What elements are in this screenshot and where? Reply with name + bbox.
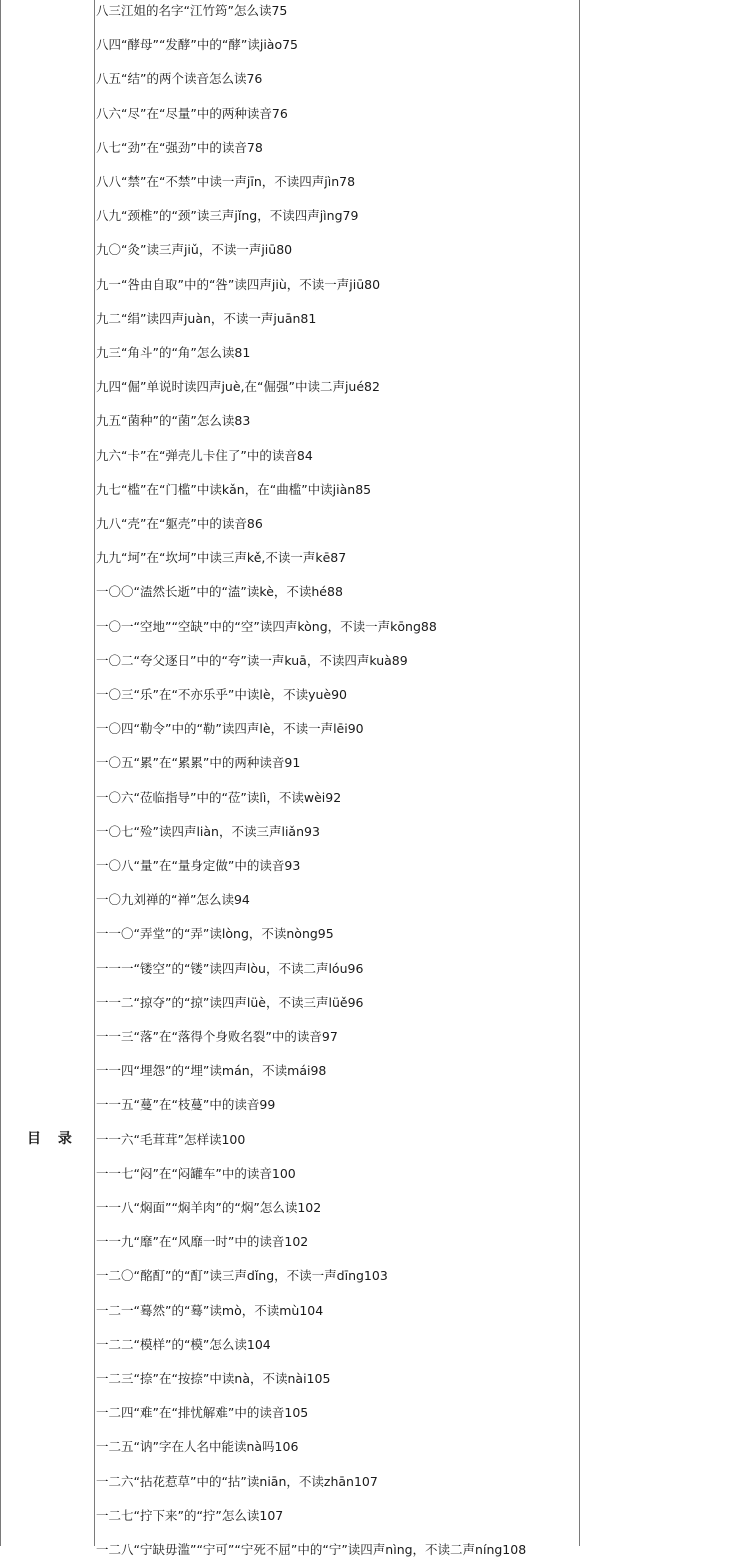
toc-entry[interactable]: 九六“卡”在“弹壳儿卡住了”中的读音84 xyxy=(96,447,313,463)
toc-entry[interactable]: 九五“菌种”的“菌”怎么读83 xyxy=(96,413,251,429)
toc-entry[interactable]: 一〇三“乐”在“不亦乐乎”中读lè，不读yuè90 xyxy=(96,687,347,702)
toc-entry[interactable]: 一一一“镂空”的“镂”读四声lòu，不读二声lóu96 xyxy=(96,960,364,976)
toc-entry[interactable]: 八六“尽”在“尽量”中的两种读音76 xyxy=(96,105,288,121)
toc-entry[interactable]: 一二五“讷”字在人名中能读nà吗106 xyxy=(96,1439,299,1455)
toc-entry[interactable]: 九七“槛”在“门槛”中读kǎn，在“曲槛”中读jiàn85 xyxy=(96,481,372,497)
toc-entry[interactable]: 九八“壳”在“躯壳”中的读音86 xyxy=(96,516,263,531)
toc-entry[interactable]: 九四“倔”单说时读四声juè,在“倔强”中读二声jué82 xyxy=(96,379,380,395)
toc-section-label: 目 录 xyxy=(27,1131,78,1147)
toc-entry[interactable]: 一二八“宁缺毋滥”“宁可”“宁死不屈”中的“宁”读四声nìng，不读二声níng108 xyxy=(96,1542,527,1557)
toc-entry[interactable]: 九〇“灸”读三声jiǔ，不读一声jiū80 xyxy=(96,242,293,258)
toc-entry[interactable]: 八九“颈椎”的“颈”读三声jǐng，不读四声jìng79 xyxy=(96,208,359,224)
toc-entry[interactable]: 一〇八“量”在“量身定做”中的读音93 xyxy=(96,858,301,873)
toc-entry[interactable]: 八五“结”的两个读音怎么读76 xyxy=(96,71,263,87)
toc-entry[interactable]: 八八“禁”在“不禁”中读一声jīn，不读四声jìn78 xyxy=(96,174,356,189)
toc-entry[interactable]: 一〇七“殓”读四声liàn，不读三声liǎn93 xyxy=(96,823,320,839)
toc-entry[interactable]: 一一七“闷”在“闷罐车”中的读音100 xyxy=(96,1165,296,1181)
toc-entry[interactable]: 一一二“掠夺”的“掠”读四声lüè，不读三声lüě96 xyxy=(96,994,364,1010)
toc-entry[interactable]: 一〇四“勒令”中的“勒”读四声lè，不读一声lēi90 xyxy=(96,721,364,737)
toc-entry[interactable]: 一二六“拈花惹草”中的“拈”读niān，不读zhān107 xyxy=(96,1473,378,1489)
toc-entry[interactable]: 一一六“毛茸茸”怎样读100 xyxy=(96,1131,246,1147)
toc-entry[interactable]: 九三“角斗”的“角”怎么读81 xyxy=(96,345,251,360)
toc-entry[interactable]: 一一三“落”在“落得个身败名裂”中的读音97 xyxy=(96,1029,338,1044)
toc-entry[interactable]: 一〇九刘禅的“禅”怎么读94 xyxy=(96,892,250,908)
toc-entry[interactable]: 九一“咎由自取”中的“咎”读四声jiù，不读一声jiū80 xyxy=(96,276,381,292)
toc-entry[interactable]: 一〇一“空地”“空缺”中的“空”读四声kòng，不读一声kōng88 xyxy=(96,618,437,634)
toc-entry[interactable]: 一一五“蔓”在“枝蔓”中的读音99 xyxy=(96,1097,276,1113)
toc-entry[interactable]: 一一〇“弄堂”的“弄”读lòng，不读nòng95 xyxy=(96,926,334,942)
toc-entry[interactable]: 一二〇“酩酊”的“酊”读三声dǐng，不读一声dīng103 xyxy=(96,1268,388,1284)
toc-entry[interactable]: 九二“绢”读四声juàn，不读一声juān81 xyxy=(96,310,317,326)
toc-entry[interactable]: 一二七“拧下来”的“拧”怎么读107 xyxy=(96,1507,284,1523)
toc-entry[interactable]: 一〇〇“溘然长逝”中的“溘”读kè，不读hé88 xyxy=(96,584,343,600)
toc-entry[interactable]: 一〇六“莅临指导”中的“莅”读lì，不读wèi92 xyxy=(96,789,342,805)
toc-entry[interactable]: 一二一“蓦然”的“蓦”读mò，不读mù104 xyxy=(96,1302,324,1318)
toc-entry[interactable]: 一〇二“夸父逐日”中的“夸”读一声kuā，不读四声kuà89 xyxy=(96,652,408,668)
toc-entry[interactable]: 九九“坷”在“坎坷”中读三声kě,不读一声kē87 xyxy=(96,550,347,566)
toc-entry[interactable]: 一一四“埋怨”的“埋”读mán，不读mái98 xyxy=(96,1063,327,1079)
toc-entry[interactable]: 一二三“捺”在“按捺”中读nà，不读nài105 xyxy=(96,1371,331,1386)
toc-entry[interactable]: 一〇五“累”在“累累”中的两种读音91 xyxy=(96,755,301,771)
toc-entry[interactable]: 一一八“焖面”“焖羊肉”的“焖”怎么读102 xyxy=(96,1200,322,1215)
toc-entry[interactable]: 八七“劲”在“强劲”中的读音78 xyxy=(96,139,263,155)
toc-entry[interactable]: 一二二“模样”的“模”怎么读104 xyxy=(96,1336,271,1352)
toc-entry[interactable]: 八四“酵母”“发酵”中的“酵”读jiào75 xyxy=(96,37,299,53)
toc-entry[interactable]: 一二四“难”在“排忧解难”中的读音105 xyxy=(96,1405,309,1421)
toc-label-cell xyxy=(1,0,95,1546)
toc-entry[interactable]: 一一九“靡”在“风靡一时”中的读音102 xyxy=(96,1234,309,1250)
toc-entry[interactable]: 八三江姐的名字“江竹筠”怎么读75 xyxy=(96,3,288,18)
